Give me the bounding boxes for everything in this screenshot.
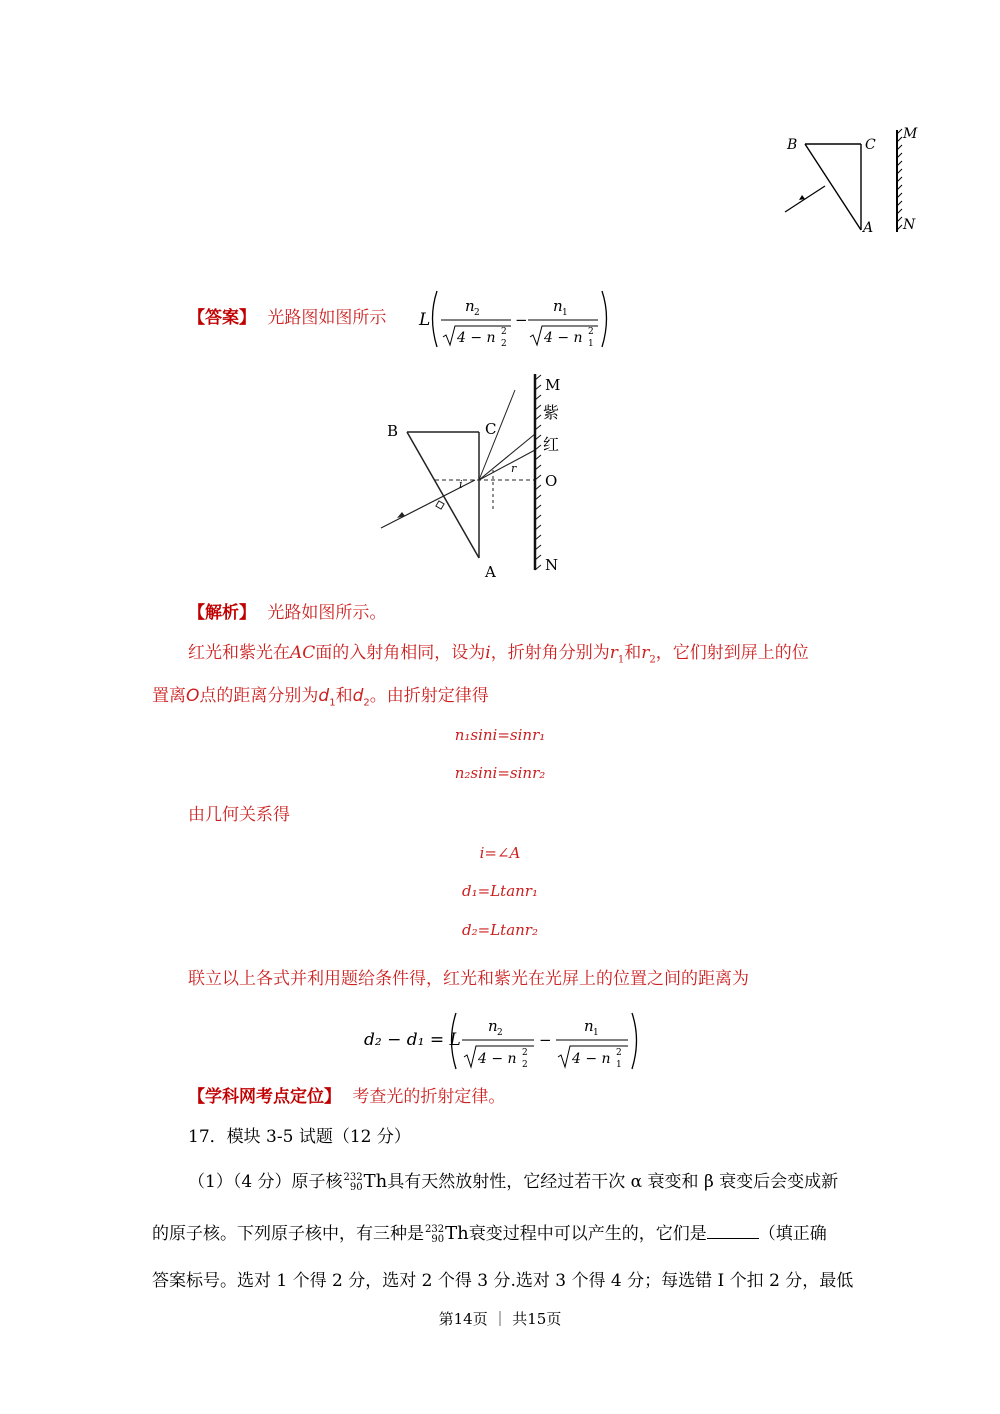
fig2-label-m: M	[545, 376, 561, 394]
fig2-label-b: B	[387, 422, 399, 440]
fig2-label-r: r	[511, 462, 517, 475]
svg-text:4 − n: 4 − n	[478, 1051, 517, 1067]
fig2-label-violet: 紫	[543, 403, 560, 422]
answer-text: 光路图如图所示	[267, 308, 387, 328]
answer-tag: 【答案】	[188, 308, 256, 328]
svg-text:1: 1	[593, 1028, 599, 1038]
eq-d1: d₁=Ltanr₁	[462, 882, 538, 900]
svg-text:L: L	[419, 310, 431, 330]
svg-text:2: 2	[501, 339, 507, 349]
eq-refraction-2: n₂sini=sinr₂	[454, 764, 546, 782]
q17-line-3: 答案标号。选对 1 个得 2 分，选对 2 个得 3 分.选对 3 个得 4 分；每选错 I 个扣 2 分，最低	[152, 1271, 854, 1291]
answer-blank[interactable]	[707, 1222, 759, 1239]
geometry-line: 由几何关系得	[188, 805, 290, 825]
ray-diagram	[375, 370, 575, 585]
analysis-tag: 【解析】	[188, 603, 256, 623]
fig1-label-m: M	[903, 126, 918, 142]
fig2-label-red: 红	[543, 435, 560, 454]
svg-text:4 − n: 4 − n	[457, 330, 496, 346]
analysis-para-2: 置离O点的距离分别为$d_1$和$d_2$。由折射定律得	[152, 686, 489, 709]
svg-text:2: 2	[522, 1048, 528, 1058]
analysis-line	[188, 601, 386, 625]
svg-text:−: −	[515, 311, 528, 329]
svg-text:2: 2	[616, 1048, 622, 1058]
svg-text:2: 2	[588, 327, 594, 337]
analysis-intro: 光路如图所示。	[267, 603, 387, 623]
page-footer: 第14页 ｜ 共15页	[438, 1310, 562, 1328]
q17-title: 17．模块 3-5 试题（12 分）	[188, 1127, 411, 1147]
answer-line	[188, 306, 386, 330]
svg-text:2: 2	[474, 308, 480, 318]
eq-angle: i=∠A	[479, 844, 521, 862]
fig1-label-a: A	[863, 220, 874, 236]
svg-text:d₂ − d₁ = L: d₂ − d₁ = L	[364, 1030, 461, 1050]
svg-text:n: n	[488, 1017, 498, 1035]
eq-refraction-1: n₁sini=sinr₁	[454, 726, 546, 744]
svg-text:4 − n: 4 − n	[544, 330, 583, 346]
fig1-label-c: C	[865, 137, 876, 153]
svg-text:n: n	[465, 297, 475, 315]
kaodian-text: 考查光的折射定律。	[352, 1087, 506, 1107]
kaodian-tag: 【学科网考点定位】	[188, 1087, 341, 1107]
fig2-label-c: C	[485, 420, 497, 438]
svg-text:n: n	[553, 297, 563, 315]
fig2-label-i: i	[459, 478, 463, 491]
final-formula	[362, 1007, 652, 1077]
fig1-label-n: N	[903, 217, 916, 233]
svg-text:1: 1	[588, 339, 594, 349]
svg-text:2: 2	[501, 327, 507, 337]
answer-formula	[415, 285, 615, 355]
svg-text:n: n	[584, 1017, 594, 1035]
q17-line-1: （1）（4 分）原子核232 90Th具有天然放射性，它经过若干次 α 衰变和 β 衰变后会变成新	[188, 1171, 839, 1193]
svg-text:−: −	[539, 1031, 552, 1049]
analysis-para-1: 红光和紫光在AC面的入射角相同，设为i，折射角分别为$r_1$和$r_2$，它们射到屏上的位	[188, 643, 809, 666]
svg-text:2: 2	[522, 1060, 528, 1070]
analysis-para-3: 联立以上各式并利用题给条件得，红光和紫光在光屏上的位置之间的距离为	[188, 969, 749, 989]
prism-figure-top	[775, 120, 925, 245]
fig2-label-n: N	[545, 556, 559, 574]
svg-text:4 − n: 4 − n	[572, 1051, 611, 1067]
fig2-label-o: O	[545, 472, 558, 490]
eq-d2: d₂=Ltanr₂	[462, 921, 538, 939]
kaodian-line	[188, 1085, 505, 1109]
svg-text:2: 2	[497, 1028, 503, 1038]
fig1-label-b: B	[787, 137, 798, 153]
svg-text:1: 1	[616, 1060, 622, 1070]
fig2-label-a: A	[485, 563, 496, 581]
svg-text:1: 1	[562, 308, 568, 318]
q17-line-2: 的原子核。下列原子核中，有三种是232 90Th衰变过程中可以产生的，它们是 （填正确	[152, 1223, 827, 1245]
